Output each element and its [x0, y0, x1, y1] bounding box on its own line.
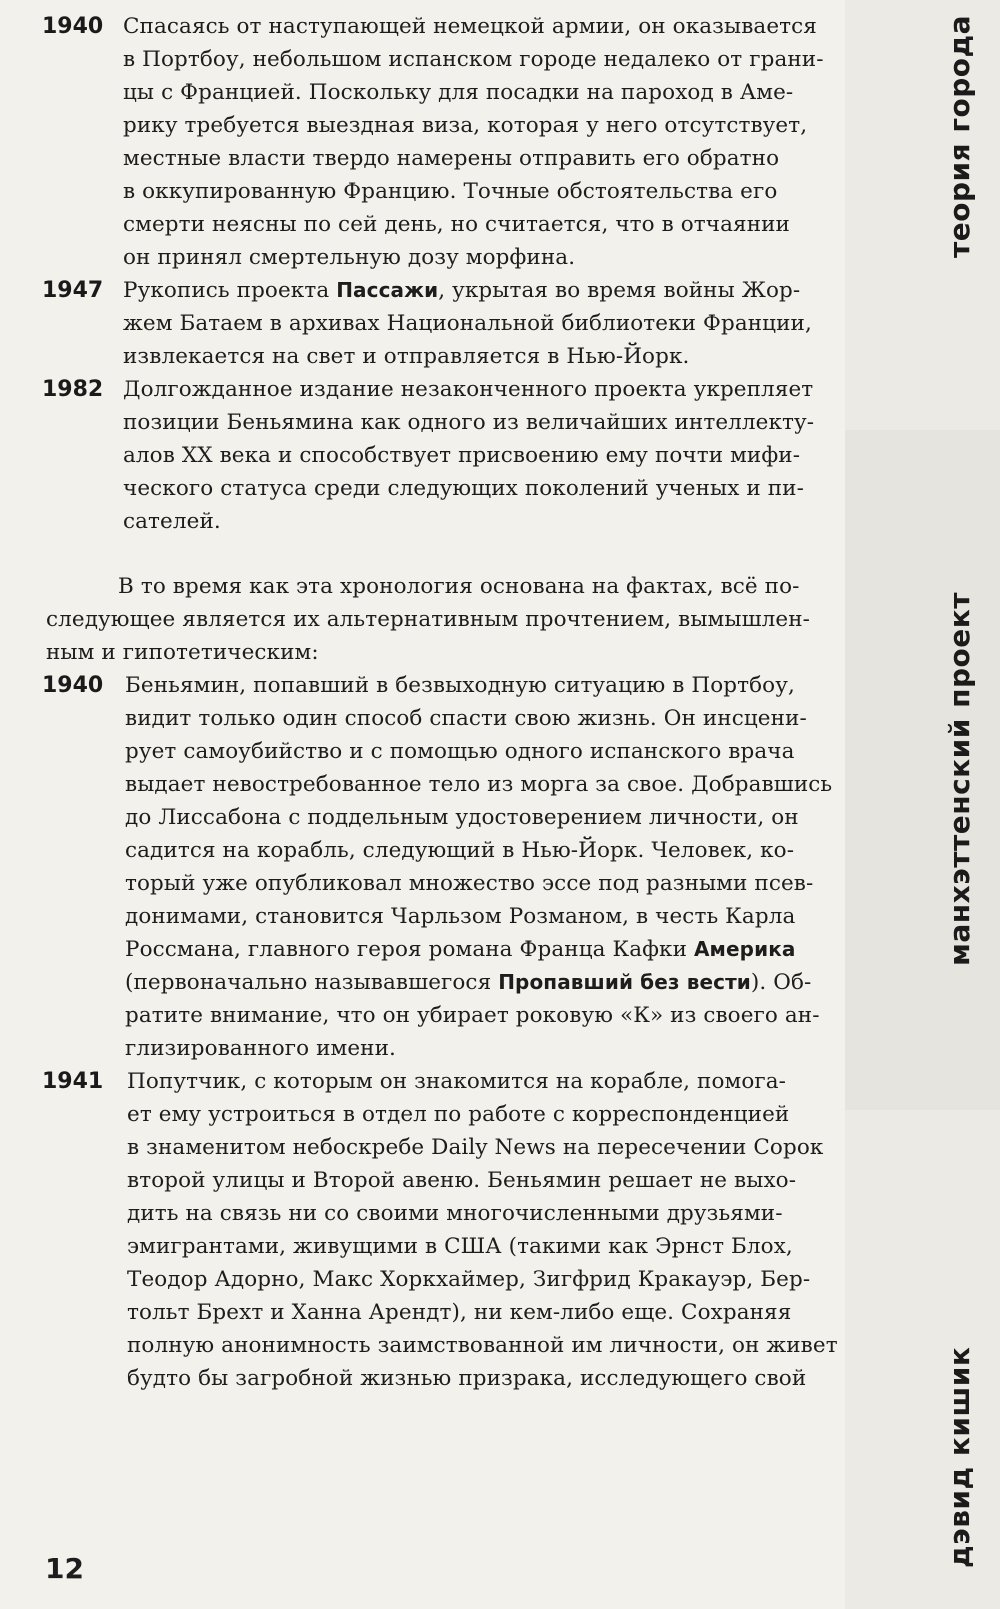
text-line: Попутчик, с которым он знакомится на корабле, помога- [127, 1069, 787, 1094]
text-line: алов XX века и способствует присвоению ему почти мифи- [123, 443, 801, 468]
text-line: в знаменитом небоскребе Daily News на пересечении Сорок [127, 1135, 824, 1160]
side-tab-title: манхэттенский проект [943, 591, 976, 966]
text-line: Теодор Адорно, Макс Хоркхаймер, Зигфрид Кракауэр, Бер- [127, 1267, 811, 1292]
text-line: второй улицы и Второй авеню. Беньямин решает не выхо- [127, 1168, 797, 1193]
entry-year: 1982 [42, 377, 104, 402]
page-number: 12 [45, 1552, 84, 1585]
text-line: цы с Францией. Поскольку для посадки на пароход в Аме- [123, 80, 794, 105]
text-line: глизированного имени. [125, 1036, 396, 1061]
text-line: В то время как эта хронология основана на фактах, всё по- [118, 574, 800, 599]
text-line: следующее является их альтернативным прочтением, вымышлен- [46, 607, 811, 632]
text-line: рику требуется выездная виза, которая у него отсутствует, [123, 113, 808, 138]
text-line: ным и гипотетическим: [46, 640, 319, 665]
text-line: торый уже опубликовал множество эссе под разными псев- [125, 871, 814, 896]
text-line: ратите внимание, что он убирает роковую «К» из своего ан- [125, 1003, 820, 1028]
text-line: донимами, становится Чарльзом Розманом, в честь Карла [125, 904, 796, 929]
text-line: Россмана, главного героя романа Франца Кафки Америка [125, 937, 796, 962]
text-line: в Портбоу, небольшом испанском городе недалеко от грани- [123, 47, 824, 72]
text-line: дить на связь ни со своими многочисленными друзьями- [127, 1201, 783, 1226]
side-tab-author: дэвид кишик [943, 1346, 976, 1568]
entry-year: 1940 [42, 673, 104, 698]
text-line: он принял смертельную дозу морфина. [123, 245, 576, 270]
text-line: жем Батаем в архивах Национальной библиотеки Франции, [123, 311, 812, 336]
side-tab-series: теория города [943, 15, 976, 258]
text-line: в оккупированную Францию. Точные обстоятельства его [123, 179, 778, 204]
text-line: Беньямин, попавший в безвыходную ситуацию в Портбоу, [125, 673, 795, 698]
page-edge-shade [845, 0, 1000, 430]
book-title: Пассажи [336, 278, 439, 302]
page-edge-shade [845, 1110, 1000, 1609]
book-title: Пропавший без вести [498, 970, 751, 994]
text-line: выдает невостребованное тело из морга за свое. Добравшись [125, 772, 833, 797]
text-line: (первоначально называвшегося Пропавший без вести). Об- [125, 970, 812, 995]
page-edge-shade [845, 430, 1000, 1110]
text-line: Долгожданное издание незаконченного проекта укрепляет [123, 377, 814, 402]
text-line: сателей. [123, 509, 221, 534]
text-line: эмигрантами, живущими в США (такими как Эрнст Блох, [127, 1234, 793, 1259]
text-line: до Лиссабона с поддельным удостоверением личности, он [125, 805, 799, 830]
text-line: ет ему устроиться в отдел по работе с корреспонденцией [127, 1102, 790, 1127]
entry-year: 1947 [42, 278, 104, 303]
text-line: местные власти твердо намерены отправить его обратно [123, 146, 780, 171]
text-line: извлекается на свет и отправляется в Нью-Йорк. [123, 344, 690, 369]
book-title: Америка [693, 937, 796, 961]
text-line: позиции Беньямина как одного из величайших интеллекту- [123, 410, 815, 435]
text-line: ческого статуса среди следующих поколений ученых и пи- [123, 476, 804, 501]
text-line: садится на корабль, следующий в Нью-Йорк. Человек, ко- [125, 838, 795, 863]
text-line: тольт Брехт и Ханна Арендт), ни кем-либо еще. Сохраняя [127, 1300, 792, 1325]
text-line: рует самоубийство и с помощью одного испанского врача [125, 739, 795, 764]
text-line: смерти неясны по сей день, но считается, что в отчаянии [123, 212, 790, 237]
text-line: будто бы загробной жизнью призрака, исследующего свой [127, 1366, 807, 1391]
text-line: Рукопись проекта Пассажи, укрытая во время войны Жор- [123, 278, 801, 303]
text-line: видит только один способ спасти свою жизнь. Он инсцени- [125, 706, 807, 731]
entry-year: 1941 [42, 1069, 104, 1094]
text-line: Спасаясь от наступающей немецкой армии, он оказывается [123, 14, 817, 39]
entry-year: 1940 [42, 14, 104, 39]
text-line: полную анонимность заимствованной им личности, он живет [127, 1333, 838, 1358]
